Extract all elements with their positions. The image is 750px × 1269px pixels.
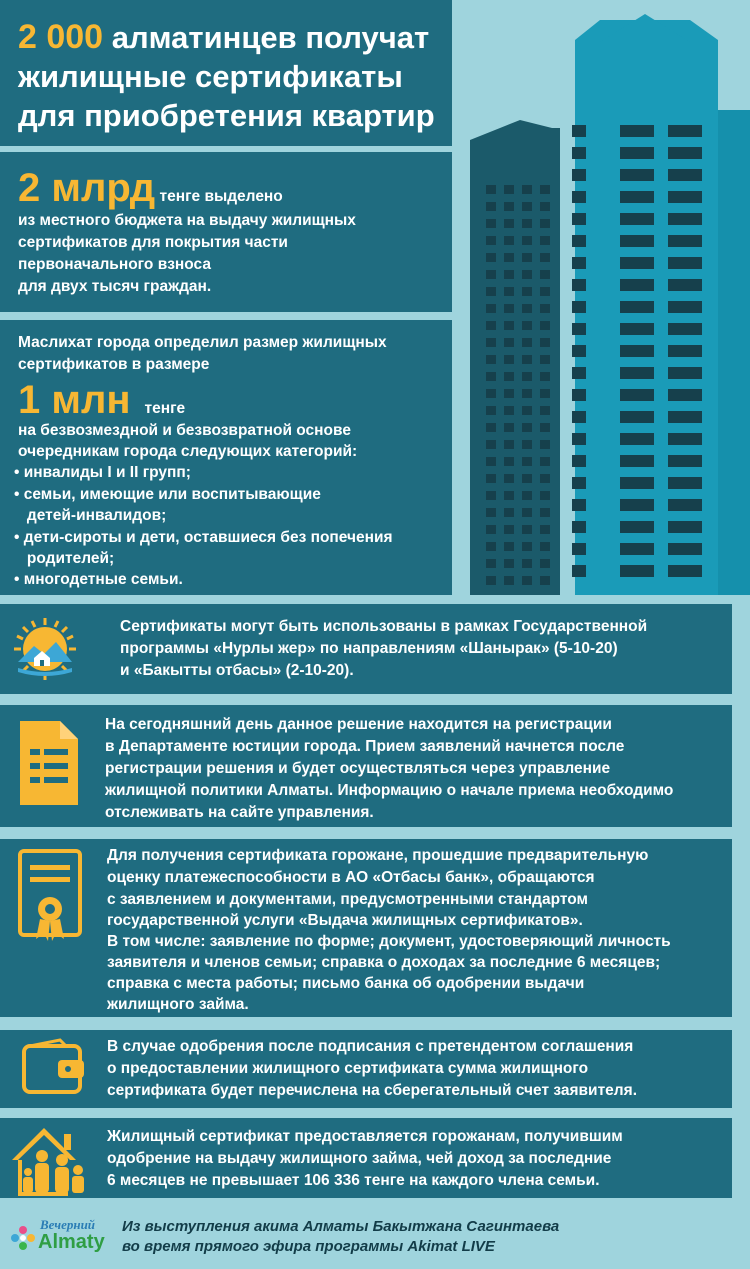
info-block-registration bbox=[0, 705, 732, 827]
budget-line-2: из местного бюджета на выдачу жилищных bbox=[18, 212, 356, 229]
info-block-income bbox=[0, 1118, 732, 1198]
maslikhat-line-2: сертификатов в размере bbox=[18, 356, 210, 373]
documents-line: с заявлением и документами, предусмотренными стандартом bbox=[107, 891, 588, 908]
maslikhat-line-1: Маслихат города определил размер жилищных bbox=[18, 334, 387, 351]
budget-panel bbox=[0, 152, 452, 312]
registration-line: регистрации решения и будет осуществляться через управление bbox=[105, 760, 611, 777]
budget-line-4: первоначального взноса bbox=[18, 256, 211, 273]
category-item: детей-инвалидов; bbox=[14, 507, 167, 524]
info-block-program bbox=[0, 604, 732, 694]
maslikhat-unit: тенге bbox=[144, 400, 186, 417]
logo-flower-icon bbox=[10, 1225, 36, 1251]
budget-line-5: для двух тысяч граждан. bbox=[18, 278, 212, 295]
maslikhat-amount: 1 млн bbox=[18, 378, 131, 422]
registration-line: в Департаменте юстиции города. Прием заявлений начнется после bbox=[105, 738, 625, 755]
documents-line: заявителя и членов семьи; справка о доходах за последние 6 месяцев; bbox=[107, 954, 661, 971]
budget-amount-line: 2 млрд тенге выделено bbox=[18, 166, 283, 210]
income-line: Жилищный сертификат предоставляется горожанам, получившим bbox=[107, 1128, 623, 1145]
documents-line: В том числе: заявление по форме; документ, удостоверяющий личность bbox=[107, 933, 671, 950]
category-item: родителей; bbox=[14, 550, 115, 567]
title-line-1: 2 000 алматинцев получат bbox=[18, 18, 430, 56]
registration-line: отслеживать на сайте управления. bbox=[105, 804, 374, 821]
footer-source-line-2: во время прямого эфира программы Akimat LIVE bbox=[122, 1238, 495, 1255]
documents-line: справка с места работы; письмо банка об одобрении выдачи bbox=[107, 975, 585, 992]
documents-line: государственной услуги «Выдача жилищных сертификатов». bbox=[107, 912, 583, 929]
family-house-icon bbox=[8, 1120, 92, 1196]
category-item: • семьи, имеющие или воспитывающие bbox=[14, 486, 321, 503]
certificate-icon bbox=[16, 849, 86, 949]
transfer-line: сертификата будет перечислена на сберегательный счет заявителя. bbox=[107, 1082, 637, 1099]
program-line: программы «Нурлы жер» по направлениям «Шанырак» (5-10-20) bbox=[120, 640, 618, 657]
registration-line: На сегодняшний день данное решение находится на регистрации bbox=[105, 716, 612, 733]
category-item: • дети-сироты и дети, оставшиеся без попечения bbox=[14, 529, 393, 546]
program-line: Сертификаты могут быть использованы в рамках Государственной bbox=[120, 618, 648, 635]
transfer-line: В случае одобрения после подписания с претендентом соглашения bbox=[107, 1038, 634, 1055]
logo-bottom-text: Almaty bbox=[38, 1231, 105, 1253]
logo-top-text: Вечерний bbox=[40, 1217, 96, 1232]
info-block-documents bbox=[0, 839, 732, 1017]
transfer-line: о предоставлении жилищного сертификата сумма жилищного bbox=[107, 1060, 589, 1077]
program-line: и «Бакытты отбасы» (2-10-20). bbox=[120, 662, 354, 679]
maslikhat-line-4: очередникам города следующих категорий: bbox=[18, 443, 358, 460]
documents-line: оценку платежеспособности в АО «Отбасы банк», обращаются bbox=[107, 869, 595, 886]
footer bbox=[0, 1205, 750, 1269]
wallet-icon bbox=[20, 1038, 90, 1098]
documents-line: жилищного займа. bbox=[107, 996, 249, 1013]
category-item: • инвалиды I и II групп; bbox=[14, 464, 191, 481]
title-number: 2 000 bbox=[18, 18, 104, 56]
title-line-3: для приобретения квартир bbox=[18, 98, 435, 133]
document-icon bbox=[14, 719, 84, 809]
registration-line: жилищной политики Алматы. Информацию о начале приема необходимо bbox=[105, 782, 674, 799]
budget-line-3: сертификатов для покрытия части bbox=[18, 234, 288, 251]
footer-source-line-1: Из выступления акима Алматы Бакытжана Сагинтаева bbox=[122, 1218, 560, 1235]
nurly-zher-logo-icon bbox=[10, 614, 80, 684]
maslikhat-panel bbox=[0, 320, 452, 595]
category-item: • многодетные семьи. bbox=[14, 571, 183, 588]
vechernyi-almaty-logo bbox=[10, 1211, 120, 1261]
info-block-transfer bbox=[0, 1030, 732, 1108]
budget-amount: 2 млрд bbox=[18, 166, 156, 210]
title-line-2: жилищные сертификаты bbox=[18, 59, 403, 94]
maslikhat-line-3: на безвозмездной и безвозвратной основе bbox=[18, 422, 351, 439]
documents-line: Для получения сертификата горожане, прошедшие предварительную bbox=[107, 847, 649, 864]
income-line: 6 месяцев не превышает 106 336 тенге на каждого члена семьи. bbox=[107, 1172, 600, 1189]
income-line: одобрение на выдачу жилищного займа, чей доход за последние bbox=[107, 1150, 612, 1167]
title-panel bbox=[0, 0, 452, 146]
